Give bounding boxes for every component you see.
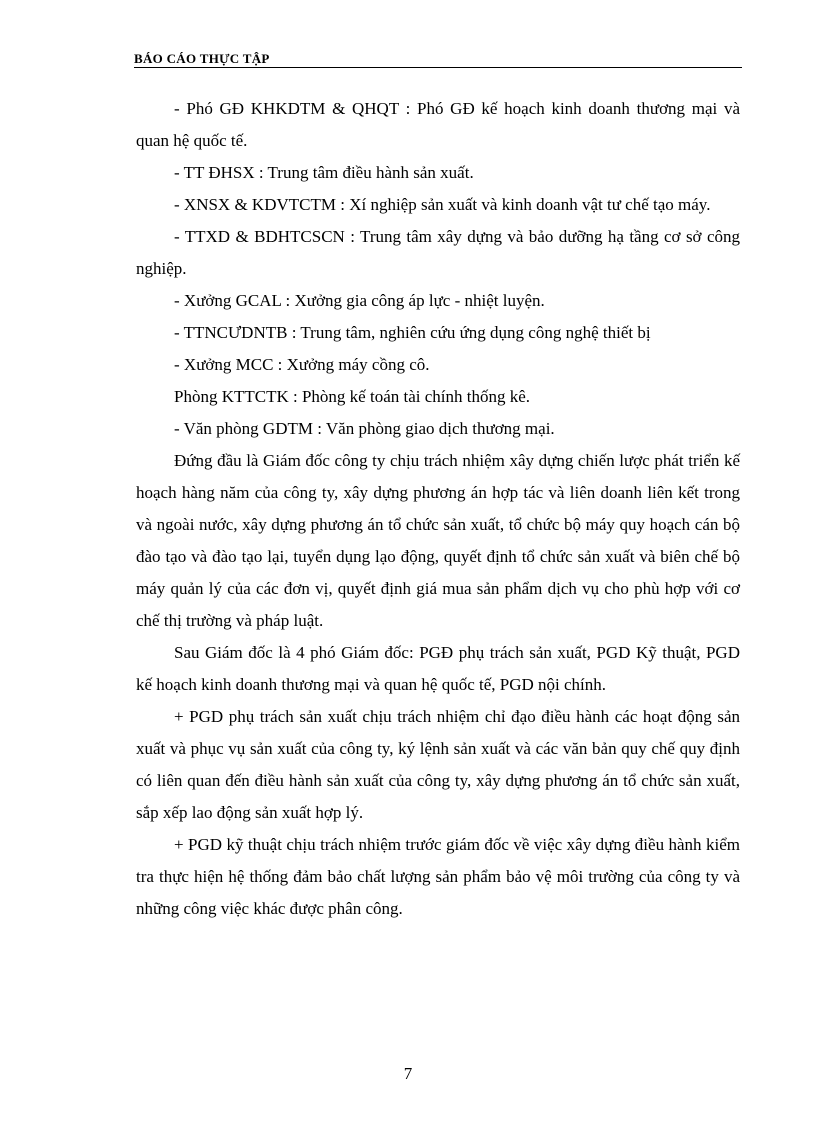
header-title: BÁO CÁO THỰC TẬP bbox=[134, 51, 270, 66]
paragraph-tt-dhsx: - TT ĐHSX : Trung tâm điều hành sản xuất. bbox=[174, 163, 474, 182]
paragraph-ttncudntb: - TTNCƯDNTB : Trung tâm, nghiên cứu ứng dụng công nghệ thiết bị bbox=[174, 323, 651, 342]
paragraph-ttxd: - TTXD & BDHTCSCN : Trung tâm xây dựng và bảo dưỡng hạ tầng cơ sở công nghiệp. bbox=[136, 227, 740, 278]
document-body bbox=[136, 93, 740, 925]
paragraph-pgd-khkdtm: - Phó GĐ KHKDTM & QHQT : Phó GĐ kế hoạch kinh doanh thương mại và quan hệ quốc tế. bbox=[136, 99, 740, 150]
page-header bbox=[134, 50, 742, 68]
paragraph-pgd-ky-thuat: + PGD kỹ thuật chịu trách nhiệm trước giám đốc về việc xây dựng điều hành kiểm tra thực hiện hệ thống đảm bảo chất lượng sản phẩm bảo vệ môi trường của công ty và những công việc khác được phân công. bbox=[136, 835, 740, 918]
paragraph-xnsx: - XNSX & KDVTCTM : Xí nghiệp sản xuất và kinh doanh vật tư chế tạo máy. bbox=[174, 195, 711, 214]
paragraph-phong-kttctk: Phòng KTTCTK : Phòng kế toán tài chính thống kê. bbox=[174, 387, 531, 406]
paragraph-giam-doc: Đứng đầu là Giám đốc công ty chịu trách nhiệm xây dựng chiến lược phát triển kế hoạch hàng năm của công ty, xây dựng phương án hợp tác và liên doanh liên kết trong và ngoài nước, xây dựng phương án tổ chức sản xuất, tổ chức bộ máy quy hoạch cán bộ đào tạo và đào tạo lại, tuyển dụng lạo động, quyết định tổ chức sản xuất và biên chế bộ máy quản lý của các đơn vị, quyết định giá mua sản phẩm dịch vụ cho phù hợp với cơ chế thị trường và pháp luật. bbox=[136, 451, 740, 630]
paragraph-pgd-san-xuat: + PGD phụ trách sản xuất chịu trách nhiệm chỉ đạo điều hành các hoạt động sản xuất và phục vụ sản xuất của công ty, ký lệnh sản xuất và các văn bản quy chế quy định có liên quan đến điều hành sản xuất của công ty, xây dựng phương án tổ chức sản xuất, sắp xếp lao động sản xuất hợp lý. bbox=[136, 707, 740, 822]
paragraph-xuong-gcal: - Xưởng GCAL : Xưởng gia công áp lực - nhiệt luyện. bbox=[174, 291, 545, 310]
paragraph-xuong-mcc: - Xưởng MCC : Xưởng máy cồng cô. bbox=[174, 355, 430, 374]
page-number: 7 bbox=[403, 1064, 413, 1083]
paragraph-pho-giam-doc: Sau Giám đốc là 4 phó Giám đốc: PGĐ phụ trách sản xuất, PGD Kỹ thuật, PGD kế hoạch kinh doanh thương mại và quan hệ quốc tế, PGD nội chính. bbox=[136, 643, 740, 694]
paragraph-van-phong-gdtm: - Văn phòng GDTM : Văn phòng giao dịch thương mại. bbox=[174, 419, 555, 438]
